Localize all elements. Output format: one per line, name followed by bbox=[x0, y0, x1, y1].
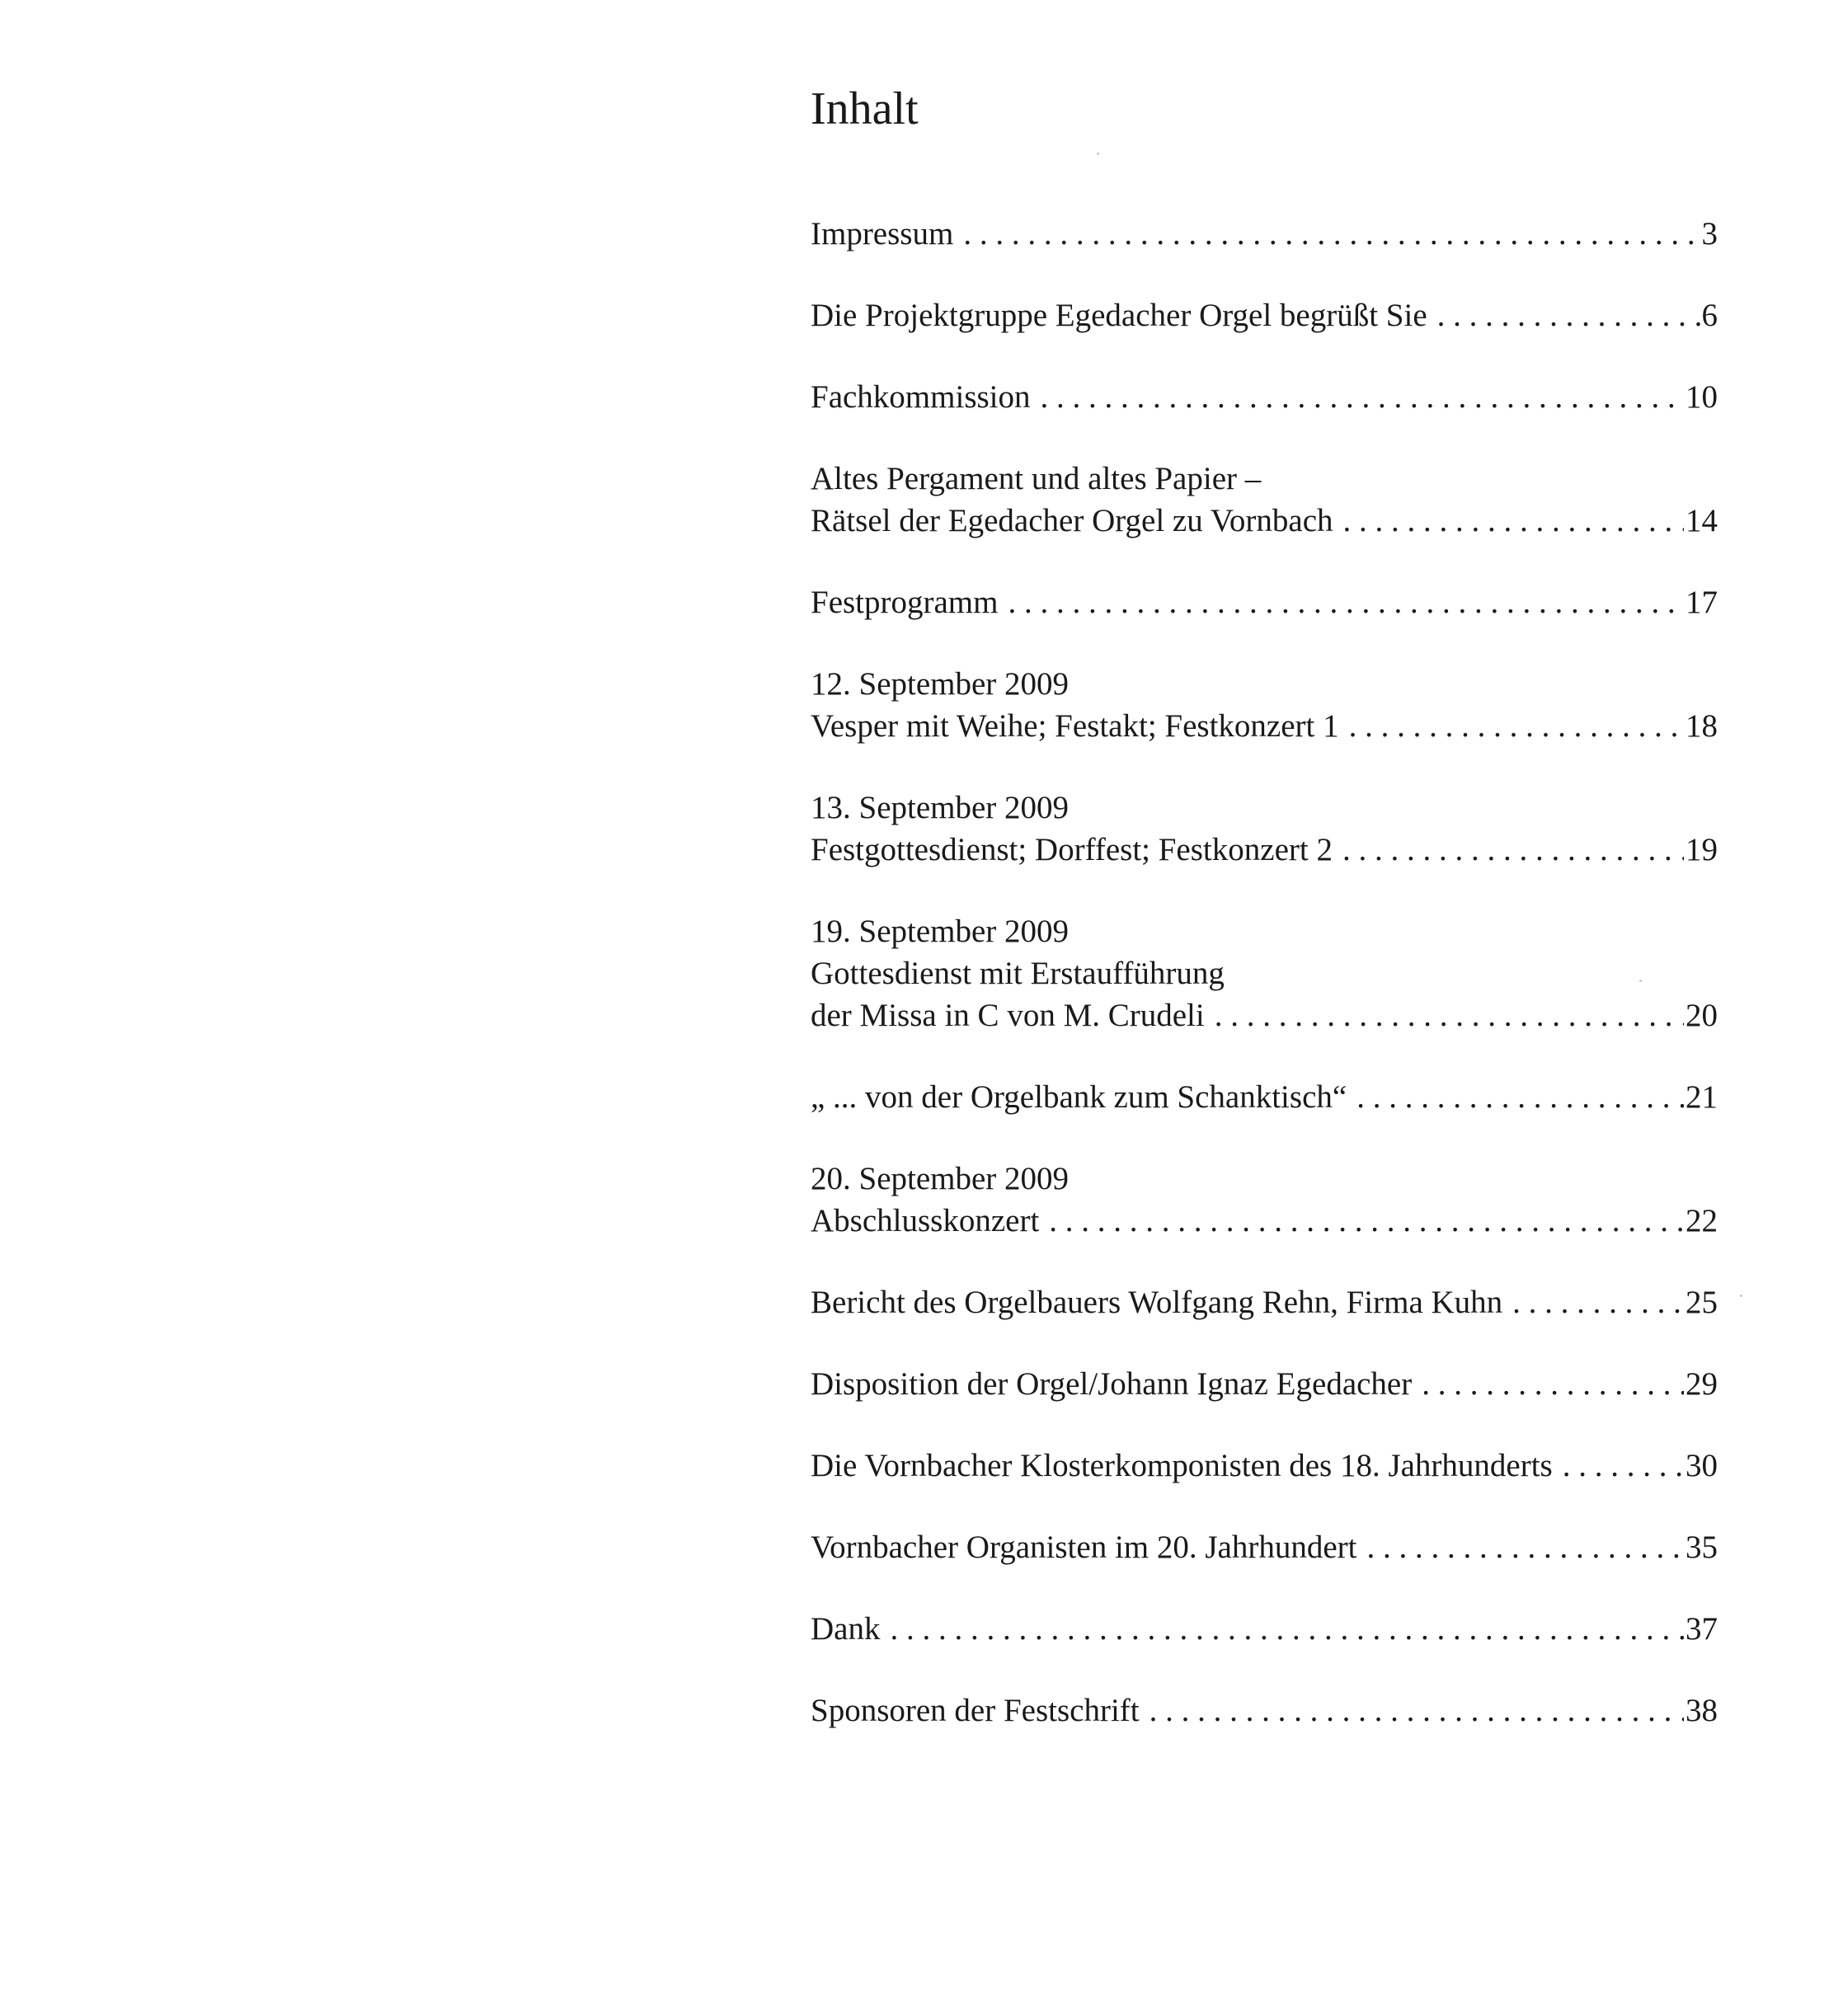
toc-entry-row bbox=[811, 1281, 1718, 1323]
toc-entry[interactable] bbox=[811, 581, 1718, 623]
toc-entry-line: 13. September 2009 bbox=[811, 790, 1070, 825]
dot-leader bbox=[1356, 1076, 1684, 1118]
dot-leader bbox=[1437, 294, 1700, 336]
toc-page-number: 35 bbox=[1685, 1530, 1718, 1565]
toc-entry[interactable] bbox=[811, 1363, 1718, 1405]
toc-entry[interactable] bbox=[811, 1281, 1718, 1323]
toc-entry-row bbox=[811, 1363, 1718, 1405]
toc-entry-row bbox=[811, 294, 1718, 336]
toc-entry-row bbox=[811, 705, 1718, 747]
toc-entry-row bbox=[811, 1689, 1718, 1732]
toc-page-number: 14 bbox=[1685, 503, 1718, 538]
toc-page-number: 37 bbox=[1685, 1611, 1718, 1647]
dot-leader bbox=[1512, 1281, 1684, 1323]
toc-entry-line: Gottesdienst mit Erstaufführung bbox=[811, 956, 1225, 991]
toc-entry-title: Vornbacher Organisten im 20. Jahrhundert bbox=[811, 1530, 1357, 1565]
toc-entry[interactable] bbox=[811, 1526, 1718, 1568]
toc-entry-row bbox=[811, 500, 1718, 542]
toc-page-number: 6 bbox=[1701, 298, 1718, 333]
toc-page-number: 19 bbox=[1685, 832, 1718, 867]
toc-entry[interactable] bbox=[811, 213, 1718, 255]
table-of-contents bbox=[811, 213, 1718, 1771]
dot-leader bbox=[1367, 1526, 1685, 1568]
toc-entry-row bbox=[811, 1526, 1718, 1568]
toc-page-number: 3 bbox=[1701, 216, 1718, 251]
toc-entry-title: „ ... von der Orgelbank zum Schanktisch“ bbox=[811, 1079, 1347, 1115]
toc-page-number: 38 bbox=[1685, 1693, 1718, 1728]
scan-speck bbox=[1740, 1295, 1742, 1297]
toc-page-number: 20 bbox=[1685, 998, 1718, 1033]
toc-entry-row bbox=[811, 213, 1718, 255]
scan-speck bbox=[1639, 980, 1642, 982]
toc-entry[interactable] bbox=[811, 1076, 1718, 1118]
toc-entry-title: Abschlusskonzert bbox=[811, 1203, 1040, 1238]
toc-entry-row bbox=[811, 376, 1718, 418]
toc-entry-row bbox=[811, 1608, 1718, 1650]
toc-entry[interactable] bbox=[811, 787, 1718, 871]
toc-page-number: 10 bbox=[1685, 379, 1718, 415]
toc-entry[interactable] bbox=[811, 1445, 1718, 1487]
scan-speck bbox=[1097, 153, 1099, 155]
toc-entry-title: Impressum bbox=[811, 216, 954, 251]
toc-page-number: 22 bbox=[1685, 1203, 1718, 1238]
toc-page-number: 30 bbox=[1685, 1448, 1718, 1483]
toc-page-number: 18 bbox=[1685, 708, 1718, 744]
toc-entry-row bbox=[811, 1076, 1718, 1118]
toc-entry-line: 12. September 2009 bbox=[811, 666, 1070, 702]
toc-entry-title: Festgottesdienst; Dorffest; Festkonzert 2 bbox=[811, 832, 1333, 867]
toc-entry[interactable] bbox=[811, 294, 1718, 336]
toc-entry[interactable] bbox=[811, 458, 1718, 542]
toc-entry-title: Festprogramm bbox=[811, 585, 999, 620]
toc-entry-title: Die Vornbacher Klosterkomponisten des 18. Jahrhunderts bbox=[811, 1448, 1553, 1483]
dot-leader bbox=[890, 1608, 1684, 1650]
toc-entry-title: Die Projektgruppe Egedacher Orgel begrüßt Sie bbox=[811, 298, 1427, 333]
toc-entry[interactable] bbox=[811, 910, 1718, 1036]
toc-entry-title: Bericht des Orgelbauers Wolfgang Rehn, Firma Kuhn bbox=[811, 1285, 1503, 1320]
toc-entry-title: Dank bbox=[811, 1611, 881, 1647]
toc-entry-row bbox=[811, 994, 1718, 1036]
toc-entry[interactable] bbox=[811, 1608, 1718, 1650]
dot-leader bbox=[1343, 500, 1684, 542]
toc-entry[interactable] bbox=[811, 376, 1718, 418]
toc-entry-title: Sponsoren der Festschrift bbox=[811, 1693, 1140, 1728]
toc-page-number: 25 bbox=[1685, 1285, 1718, 1320]
toc-entry-row bbox=[811, 829, 1718, 871]
toc-entry-line: Altes Pergament und altes Papier – bbox=[811, 461, 1262, 496]
dot-leader bbox=[1049, 1200, 1684, 1242]
toc-entry-line: 19. September 2009 bbox=[811, 914, 1070, 949]
dot-leader bbox=[963, 213, 1700, 255]
dot-leader bbox=[1349, 705, 1684, 747]
toc-entry-title: Disposition der Orgel/Johann Ignaz Egedacher bbox=[811, 1366, 1413, 1402]
toc-entry[interactable] bbox=[811, 1689, 1718, 1732]
toc-entry-title: Vesper mit Weihe; Festakt; Festkonzert 1 bbox=[811, 708, 1339, 744]
toc-entry-row bbox=[811, 1200, 1718, 1242]
toc-page-number: 29 bbox=[1685, 1366, 1718, 1402]
dot-leader bbox=[1342, 829, 1684, 871]
toc-entry[interactable] bbox=[811, 1158, 1718, 1242]
toc-page-number: 21 bbox=[1685, 1079, 1718, 1115]
toc-entry-title: Rätsel der Egedacher Orgel zu Vornbach bbox=[811, 503, 1333, 538]
dot-leader bbox=[1563, 1445, 1684, 1487]
dot-leader bbox=[1041, 376, 1684, 418]
toc-entry-line: 20. September 2009 bbox=[811, 1161, 1070, 1196]
dot-leader bbox=[1422, 1363, 1684, 1405]
toc-entry-row bbox=[811, 1445, 1718, 1487]
toc-entry-row bbox=[811, 581, 1718, 623]
dot-leader bbox=[1008, 581, 1684, 623]
page-title: Inhalt bbox=[811, 83, 919, 134]
toc-entry-title: der Missa in C von M. Crudeli bbox=[811, 998, 1205, 1033]
toc-entry[interactable] bbox=[811, 663, 1718, 747]
dot-leader bbox=[1150, 1689, 1684, 1732]
dot-leader bbox=[1215, 994, 1684, 1036]
toc-entry-title: Fachkommission bbox=[811, 379, 1031, 415]
toc-page-number: 17 bbox=[1685, 585, 1718, 620]
